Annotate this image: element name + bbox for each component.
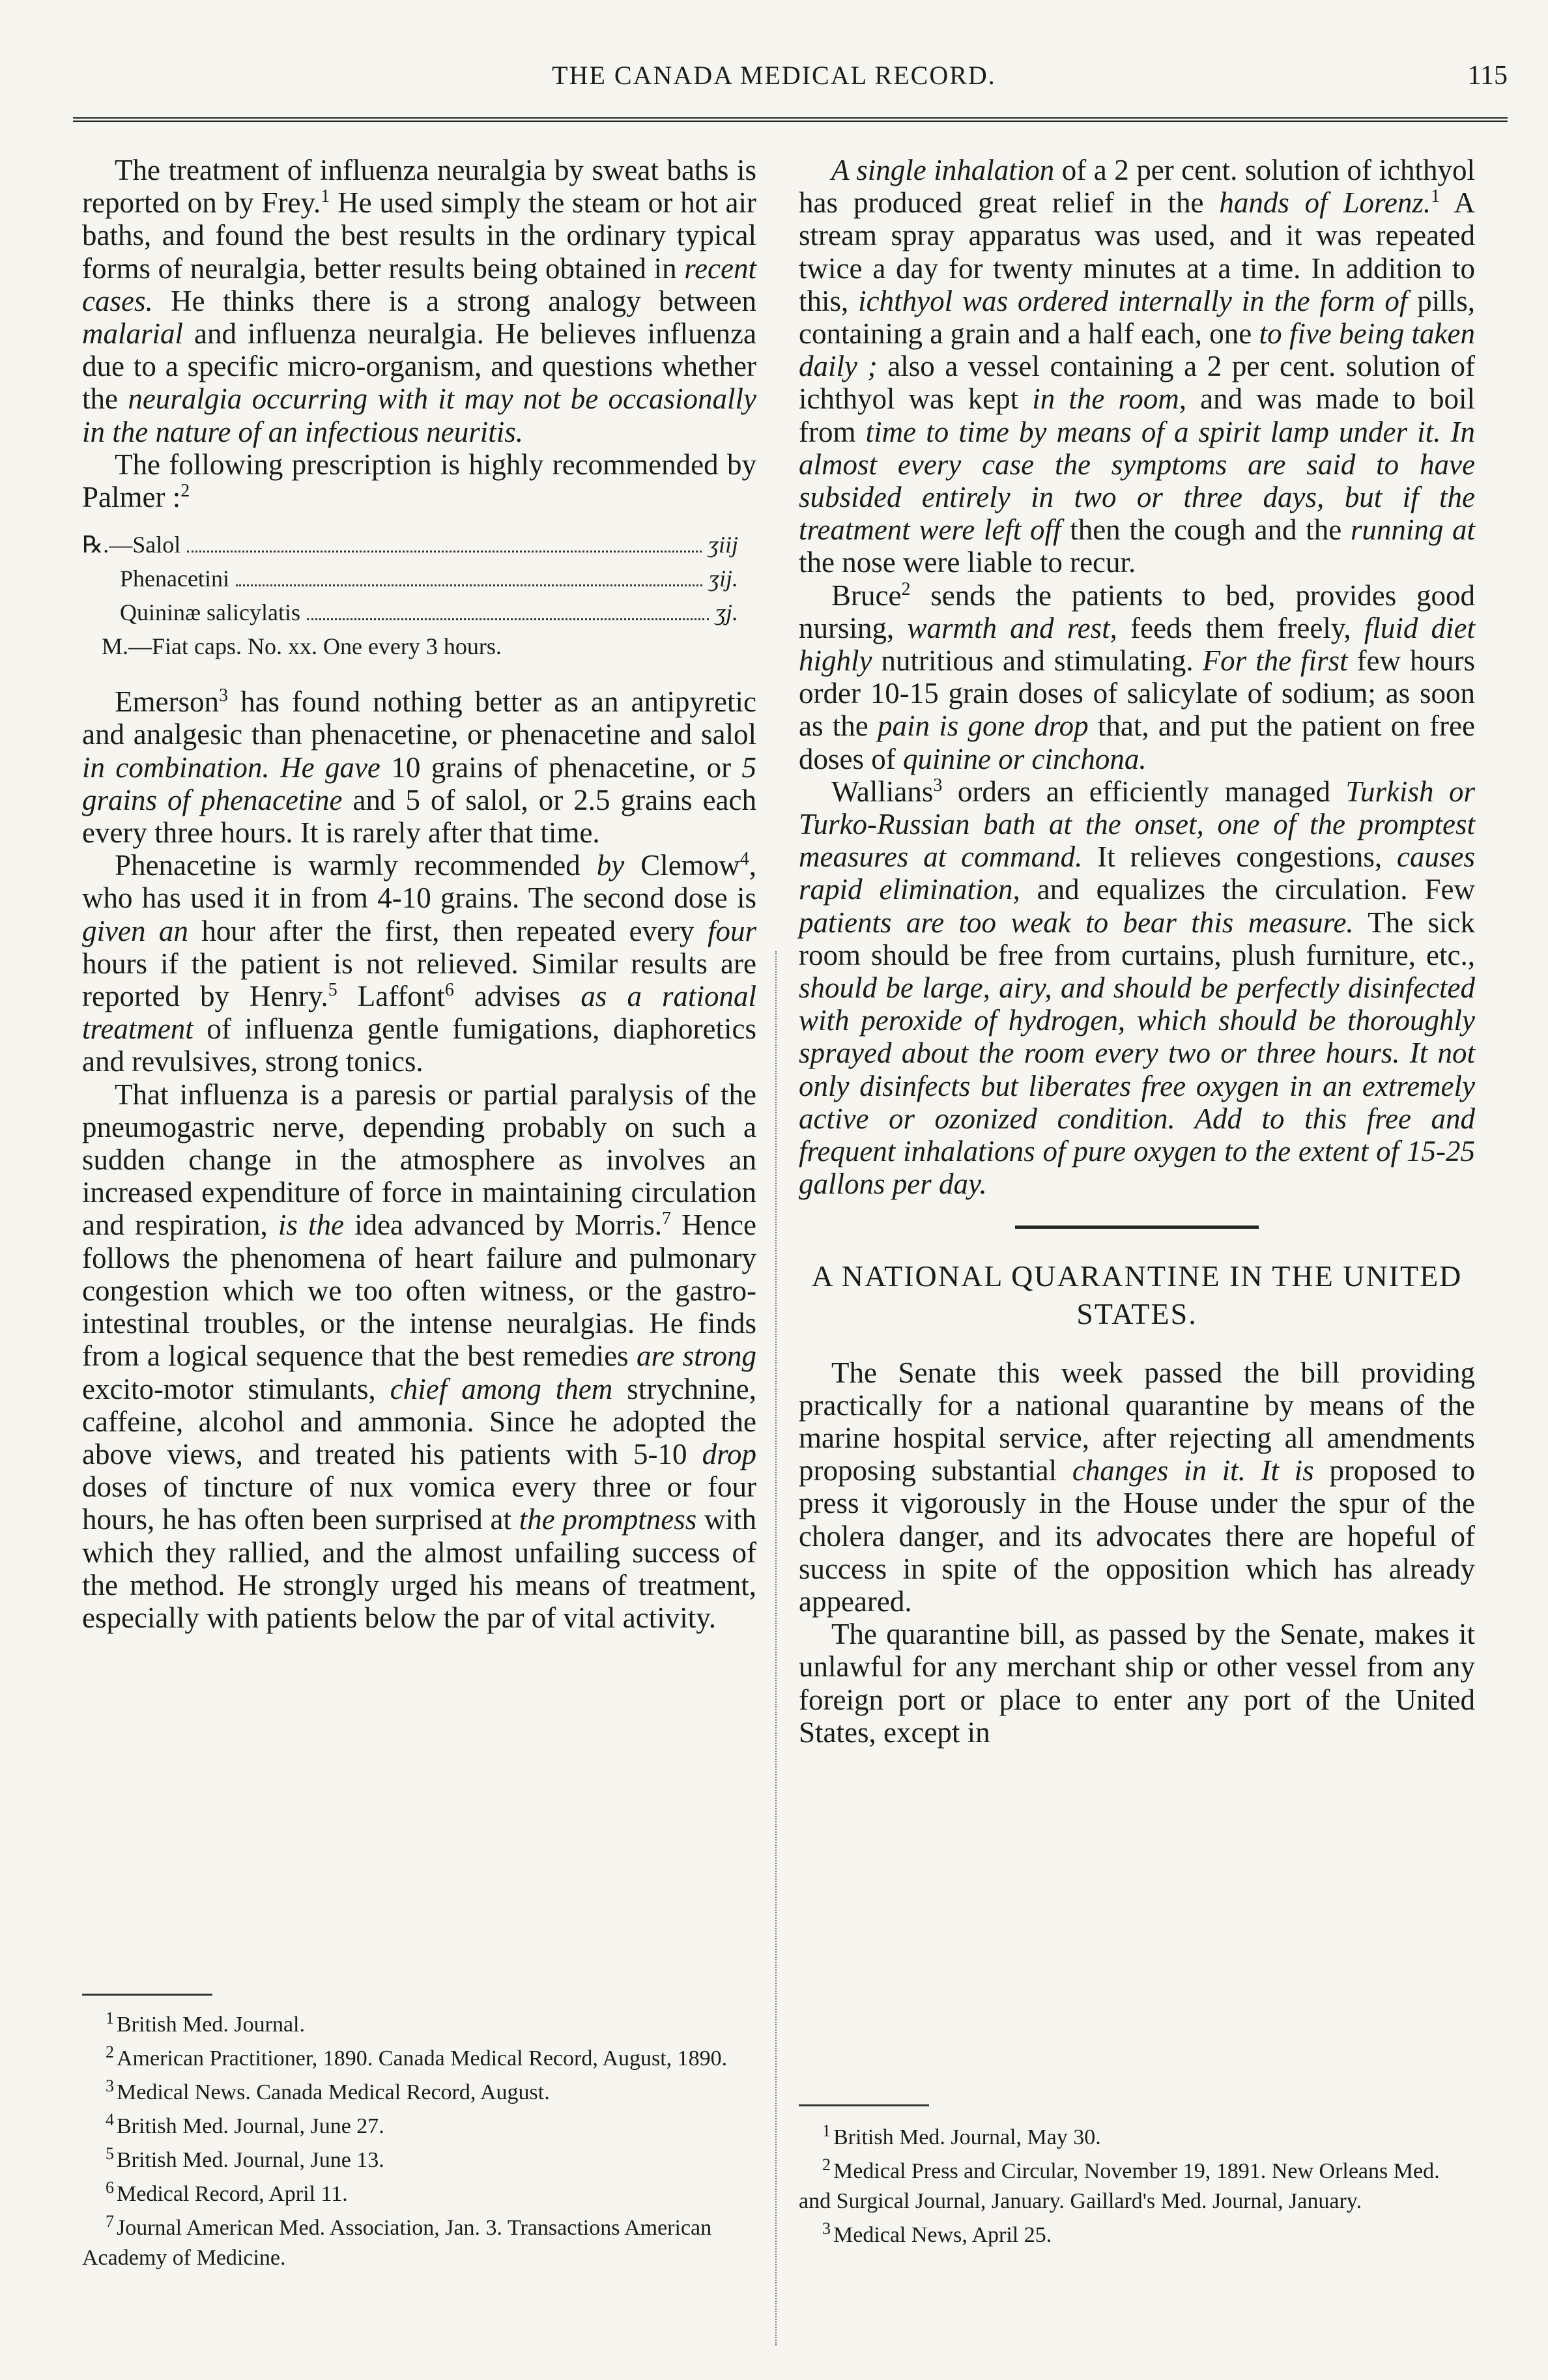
running-head: [0, 60, 1548, 99]
paragraph-morris: That influenza is a paresis or partial paralysis of the pneumogastric nerve, depending probably on such a sudden change in the atmosphere as involves an increased expenditure of force in maintaining circulation and respiration, is the idea advanced by Morris.$^7$ Hence follows the phenomena of heart failure and pulmonary congestion which we too often witness, or the gastro-intestinal troubles, or the intense neuralgias. He finds from a logical sequence that the best remedies are strong excito-motor stimulants, chief among them strychnine, caffeine, alcohol and ammonia. Since he adopted the above views, and treated his patients with 5-10 drop doses of tincture of nux vomica every three or four hours, he has often been surprised at the promptness with which they rallied, and the almost unfailing success of the method. He strongly urged his means of treatment, especially with patients below the par of vital activity.: [82, 1078, 757, 1634]
footnote: $^5$ British Med. Journal, June 13.: [106, 2143, 384, 2172]
footnote: $^1$ British Med. Journal.: [106, 2008, 305, 2037]
paragraph-frey: The treatment of influenza neuralgia by sweat baths is reported on by Frey.$^1$ He used simply the steam or hot air baths, and found the best results in the ordinary typical forms of neuralgia, better results being obtained in recent cases. He thinks there is a strong analogy between malarial and influenza neuralgia. He believes influenza due to a specific micro-organism, and questions whether the neuralgia occurring with it may not be occasionally in the nature of an infectious neuritis.: [82, 154, 756, 448]
footnote: $^2$ Medical Press and Circular, November 19, 1891. New Orleans Med. and Surgical Journal, January. Gaillard's Med. Journal, January.: [799, 2155, 1440, 2213]
section-separator-rule: [1015, 1226, 1259, 1229]
rx-directions: M.—Fiat caps. No. xx. One every 3 hours.: [102, 633, 502, 660]
footnote: $^7$ Journal American Med. Association, Jan. 3. Transactions American Academy of Medicine.: [82, 2211, 712, 2270]
paragraph-emerson: Emerson$^3$ has found nothing better as an antipyretic and analgesic than phenacetine, or phenacetine and salol in combination. He gave 10 grains of phenacetine, or 5 grains of phenacetine and 5 of salol, or 2.5 grains each every three hours. It is rarely after that time.: [82, 685, 756, 850]
prescription: [82, 528, 756, 663]
paragraph-bruce: Bruce$^2$ sends the patients to bed, provides good nursing, warmth and rest, feeds them freely, fluid diet highly nutritious and stimulating. For the first few hours order 10-15 grain doses of salicylate of sodium; as soon as the pain is gone drop that, and put the patient on free doses of quinine or cinchona.: [799, 579, 1475, 775]
right-footnotes: [799, 2123, 1475, 2254]
footnote: $^3$ Medical News. Canada Medical Record, August.: [106, 2076, 550, 2104]
paragraph-quarantine-bill: The quarantine bill, as passed by the Senate, makes it unlawful for any merchant ship or other vessel from any foreign port or place to enter any port of the United States, except in: [799, 1618, 1475, 1749]
column-divider: [775, 951, 777, 2345]
footnote: $^6$ Medical Record, April 11.: [106, 2177, 348, 2206]
section-heading: A NATIONAL QUARANTINE IN THE UNITED STATES.: [811, 1259, 1463, 1330]
paragraph-clemow: Phenacetine is warmly recommended by Clemow$^4$, who has used it in from 4-10 grains. The second dose is given an hour after the first, then repeated every four hours if the patient is not relieved. Similar results are reported by Henry.$^5$ Laffont$^6$ advises as a rational treatment of influenza gentle fumigations, diaphoretics and revulsives, strong tonics.: [82, 849, 757, 1078]
paragraph-wallians: Wallians$^3$ orders an efficiently managed Turkish or Turko-Russian bath at the onset, one of the promptest measures at command. It relieves congestions, causes rapid elimination, and equalizes the circulation. Few patients are too weak to bear this measure. The sick room should be free from curtains, plush furniture, etc., should be large, airy, and should be perfectly disinfected with peroxide of hydrogen, which should be thoroughly sprayed about the room every two or three hours. It not only disinfects but liberates free oxygen in an extremely active or ozonized condition. Add to this free and frequent inhalations of pure oxygen to the extent of 15-25 gallons per day.: [799, 775, 1475, 1201]
header-rule: [73, 117, 1508, 122]
right-footnote-rule: [799, 2104, 929, 2106]
footnote: $^3$ Medical News, April 25.: [822, 2218, 1052, 2247]
right-column: [799, 154, 1475, 1749]
footnote: $^2$ American Practitioner, 1890. Canada Medical Record, August, 1890.: [106, 2042, 728, 2071]
journal-title: THE CANADA MEDICAL RECORD.: [552, 61, 996, 90]
rx-line-phenacetini: Phenacetini ʒij.: [82, 562, 756, 595]
paragraph-senate: The Senate this week passed the bill providing practically for a national quarantine by means of the marine hospital service, after rejecting all amendments proposing substantial changes in it. It is proposed to press it vigorously in the House under the spur of the cholera danger, and its advocates there are hopeful of success in spite of the opposition which has already appeared.: [799, 1356, 1475, 1618]
rx-line-salol: ℞.—Salol ʒiij: [82, 528, 756, 562]
rx-line-quininae: Quininæ salicylatis ʒj.: [82, 595, 756, 629]
footnote: $^1$ British Med. Journal, May 30.: [822, 2121, 1101, 2149]
footnote: $^4$ British Med. Journal, June 27.: [106, 2110, 384, 2138]
page-number: 115: [1467, 61, 1508, 91]
left-column: [82, 154, 756, 1634]
paragraph-lorenz: A single inhalation of a 2 per cent. solution of ichthyol has produced great relief in the hands of Lorenz.$^1$ A stream spray apparatus was used, and it was repeated twice a day for twenty minutes at a time. In addition to this, ichthyol was ordered internally in the form of pills, containing a grain and a half each, one to five being taken daily ; also a vessel containing a 2 per cent. solution of ichthyol was kept in the room, and was made to boil from time to time by means of a spirit lamp under it. In almost every case the symptoms are said to have subsided entirely in two or three days, but if the treatment were left off then the cough and the running at the nose were liable to recur.: [799, 154, 1476, 579]
left-footnotes: [82, 2010, 756, 2277]
left-footnote-rule: [82, 1994, 212, 1996]
paragraph-palmer: The following prescription is highly recommended by Palmer :$^2$: [82, 448, 756, 514]
